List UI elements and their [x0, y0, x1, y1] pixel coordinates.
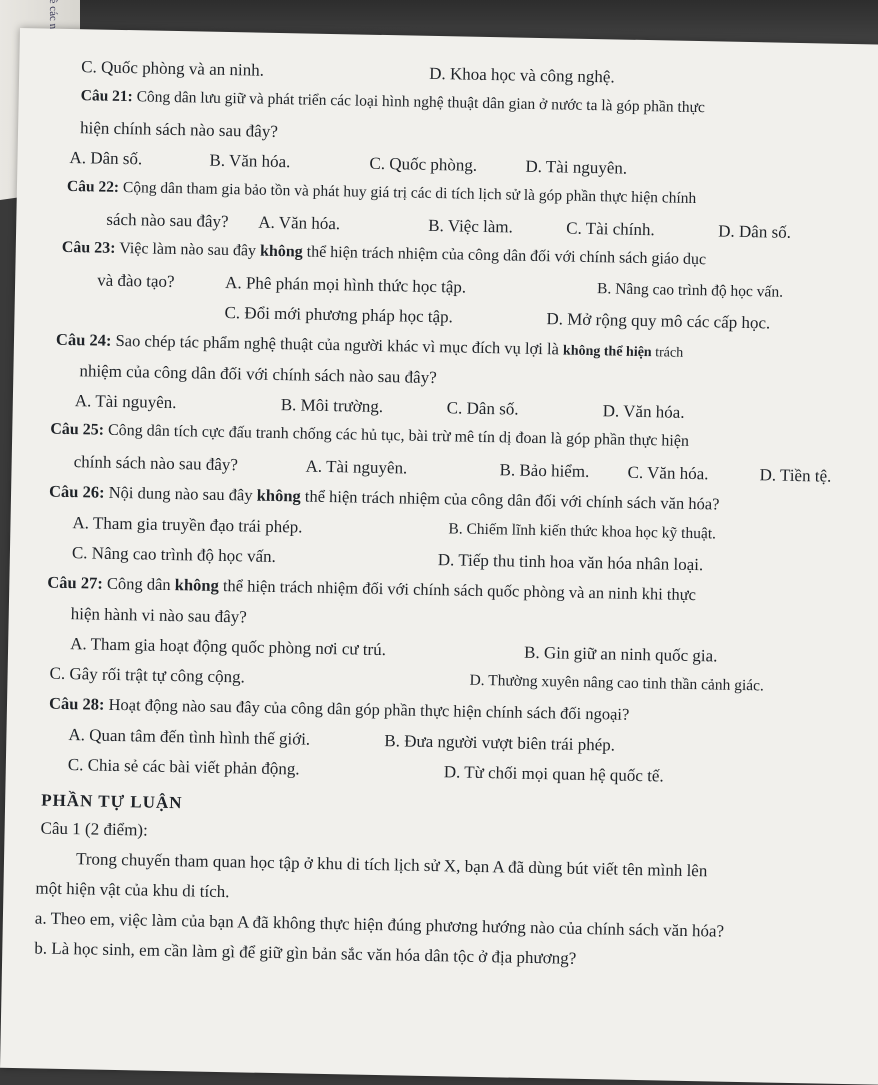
q28-stem: Hoạt động nào sau đây của công dân góp phần thực hiện chính sách đối ngoại? [104, 694, 630, 724]
q25-option-c: C. Văn hóa. [627, 462, 709, 484]
question-23: Câu 23: Việc làm nào sau đây không thể hiện trách nhiệm của công dân đối với chính sách giáo dục [61, 238, 707, 269]
essay-heading: PHẦN TỰ LUẬN [41, 790, 183, 813]
q22-option-d: D. Dân số. [718, 221, 792, 242]
q22-option-b: B. Việc làm. [428, 215, 514, 237]
q25-number: Câu 25: [50, 420, 105, 439]
q27-emphasis: không [174, 575, 219, 595]
q27-option-c: C. Gây rối trật tự công cộng. [49, 663, 246, 687]
q24-number: Câu 24: [55, 329, 112, 350]
essay-paragraph-line1: Trong chuyến tham quan học tập ở khu di tích lịch sử X, bạn A đã dùng bút viết tên mình lên [75, 849, 708, 881]
question-27: Câu 27: Công dân không thể hiện trách nhiệm đối với chính sách quốc phòng và an ninh khi thực [47, 572, 697, 605]
essay-q1-title: Câu 1 (2 điểm): [40, 818, 148, 840]
q22-stem-line2: sách nào sau đây? [106, 209, 229, 232]
q25-option-d: D. Tiền tệ. [759, 465, 832, 486]
q23-number: Câu 23: [61, 238, 116, 257]
q23-stem-line2: và đào tạo? [96, 270, 175, 292]
q25-option-b: B. Bảo hiểm. [499, 460, 590, 482]
q21-option-d: D. Tài nguyên. [525, 156, 628, 178]
q22-option-a: A. Văn hóa. [258, 212, 341, 234]
essay-part-a: a. Theo em, việc làm của bạn A đã không thực hiện đúng phương hướng nào của chính sách văn hóa? [34, 908, 725, 941]
exam-page [0, 28, 878, 1085]
q25-stem: Công dân tích cực đấu tranh chống các hủ tục, bài trừ mê tín dị đoan là góp phần thực hiện [103, 421, 690, 450]
q24-option-d: D. Văn hóa. [602, 401, 685, 422]
q23-option-d: D. Mở rộng quy mô các cấp học. [546, 309, 771, 333]
q21-number: Câu 21: [80, 87, 133, 106]
q27-stem-line2: hiện hành vi nào sau đây? [70, 604, 248, 627]
q26-number: Câu 26: [48, 481, 105, 502]
q21-stem: Công dân lưu giữ và phát triển các loại hình nghệ thuật dân gian ở nước ta là góp phần thực [132, 88, 705, 117]
q28-option-d: D. Từ chối mọi quan hệ quốc tế. [443, 762, 664, 786]
q26-option-d: D. Tiếp thu tinh hoa văn hóa nhân loại. [437, 550, 704, 575]
q26-emphasis: không [256, 485, 301, 506]
q24-option-c: C. Dân số. [446, 398, 519, 419]
q26-option-a: A. Tham gia truyền đạo trái phép. [72, 513, 303, 537]
question-24: Câu 24: Sao chép tác phẩm nghệ thuật của người khác vì mục đích vụ lợi là không thể hiện trách [55, 329, 684, 361]
q20-option-c: C. Quốc phòng và an ninh. [81, 57, 265, 80]
page-content [34, 57, 878, 985]
q27-option-d: D. Thường xuyên nâng cao tinh thần cảnh giác. [469, 671, 765, 695]
q21-option-c: C. Quốc phòng. [369, 153, 478, 175]
q24-stem-line2: nhiệm của công dân đối với chính sách nào sau đây? [79, 361, 437, 388]
essay-part-b: b. Là học sinh, em cần làm gì để giữ gìn bản sắc văn hóa dân tộc ở địa phương? [34, 938, 577, 968]
q28-option-b: B. Đưa người vượt biên trái phép. [384, 731, 616, 755]
q23-option-a: A. Phê phán mọi hình thức học tập. [224, 272, 467, 297]
q22-number: Câu 22: [66, 177, 120, 196]
q23-emphasis: không [259, 242, 303, 261]
q23-option-b: B. Nâng cao trình độ học vấn. [596, 280, 784, 301]
q21-option-a: A. Dân số. [69, 147, 143, 169]
q26-option-c: C. Nâng cao trình độ học vấn. [71, 543, 277, 567]
q23-option-c: C. Đổi mới phương pháp học tập. [224, 302, 454, 327]
q24-emphasis: không thể hiện [562, 343, 652, 361]
q22-option-c: C. Tài chính. [566, 218, 655, 240]
q27-number: Câu 27: [47, 572, 104, 593]
q24-option-b: B. Môi trường. [280, 395, 384, 417]
q27-option-a: A. Tham gia hoạt động quốc phòng nơi cư trú. [70, 634, 387, 660]
q22-stem: Cộng dân tham gia bảo tồn và phát huy giá trị các di tích lịch sử là góp phần thực hiện chính [118, 178, 697, 208]
q25-stem-line2: chính sách nào sau đây? [73, 452, 239, 475]
essay-paragraph-line2: một hiện vật của khu di tích. [35, 878, 230, 902]
q28-option-c: C. Chia sẻ các bài viết phản động. [67, 755, 300, 779]
q21-option-b: B. Văn hóa. [209, 150, 291, 172]
q24-option-a: A. Tài nguyên. [74, 391, 177, 413]
q27-option-b: B. Gin giữ an ninh quốc gia. [523, 642, 718, 666]
q25-option-a: A. Tài nguyên. [305, 456, 408, 478]
q20-option-d: D. Khoa học và công nghệ. [429, 63, 615, 87]
q28-option-a: A. Quan tâm đến tình hình thế giới. [68, 725, 311, 749]
q26-option-b: B. Chiếm lĩnh kiến thức khoa học kỹ thuật. [448, 520, 717, 543]
q28-number: Câu 28: [48, 693, 105, 714]
question-26: Câu 26: Nội dung nào sau đây không thể hiện trách nhiệm của công dân đối với chính sách văn hóa? [48, 481, 720, 514]
q21-stem-line2: hiện chính sách nào sau đây? [79, 118, 279, 141]
